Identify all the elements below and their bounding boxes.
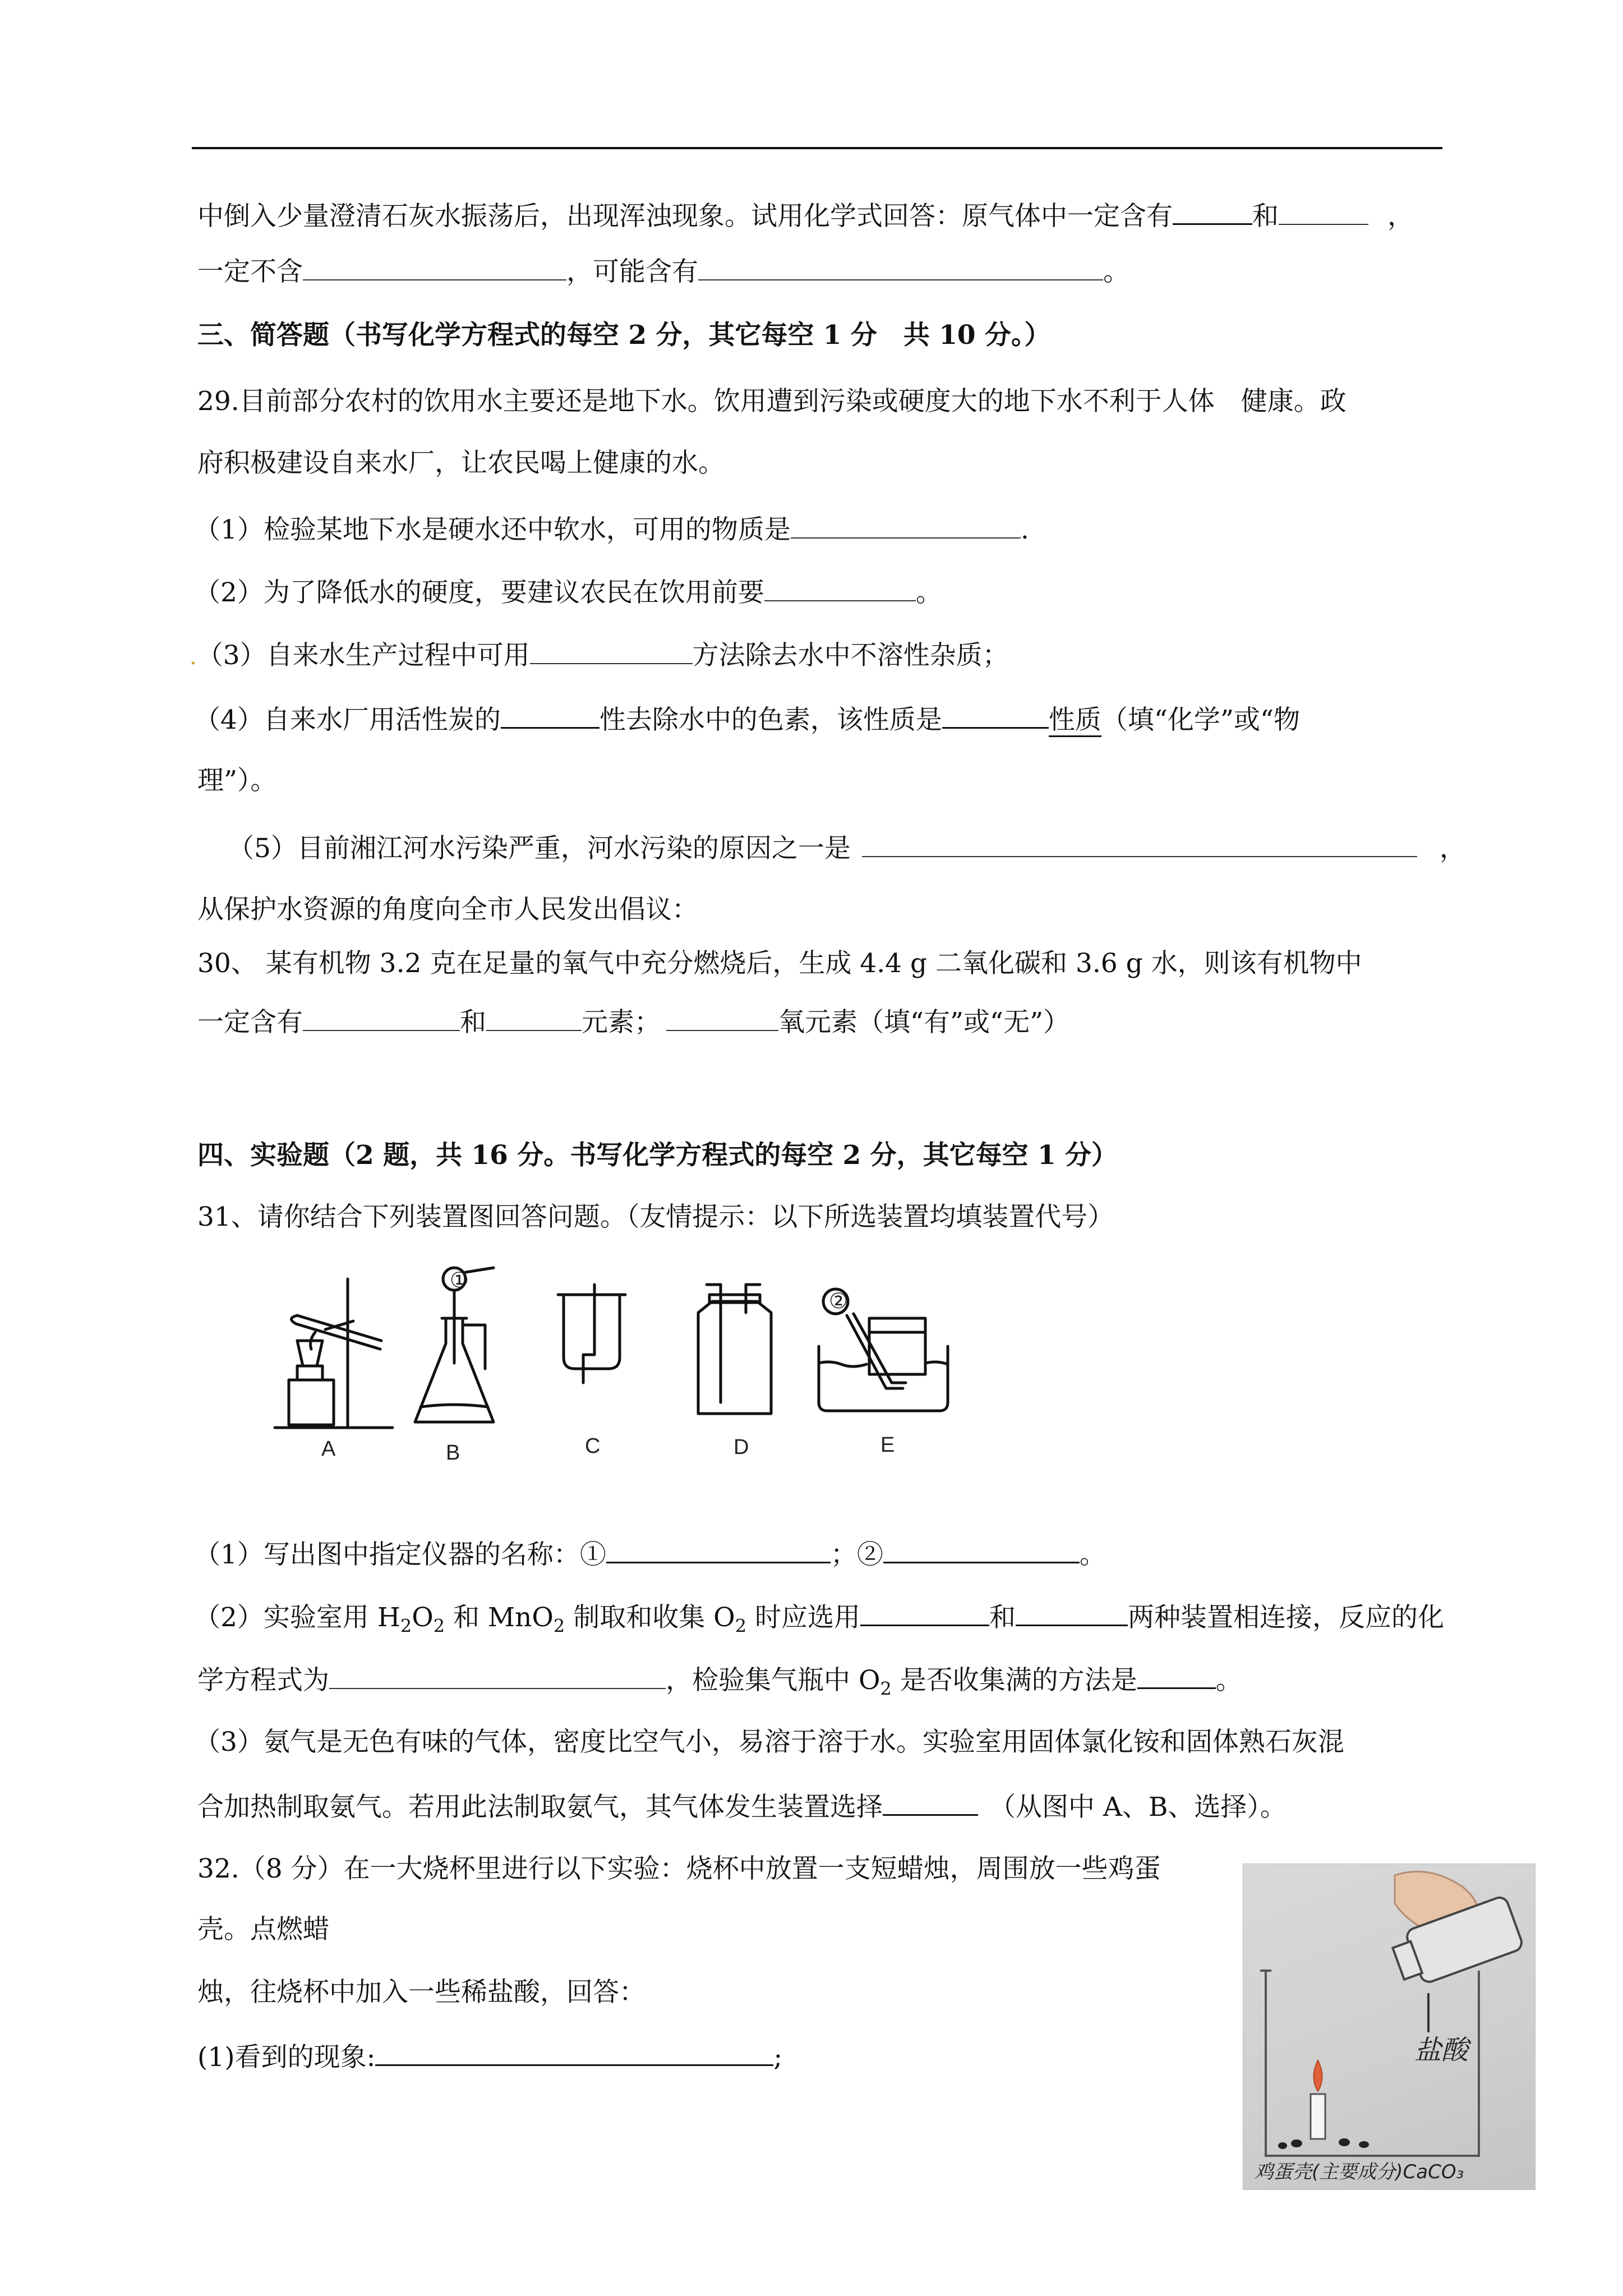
answer-blank[interactable] xyxy=(501,701,600,729)
answer-blank[interactable] xyxy=(1137,1662,1216,1689)
apparatus-a-drawing xyxy=(275,1279,393,1428)
beaker-experiment-photo xyxy=(1243,1864,1536,2190)
answer-blank[interactable] xyxy=(883,1788,978,1816)
apparatus-d-drawing xyxy=(698,1285,771,1414)
q32-line-1: 32.（8 分）在一大烧杯里进行以下实验：烧杯中放置一支短蜡烛，周围放一些鸡蛋 xyxy=(197,1853,1161,1884)
answer-blank[interactable] xyxy=(791,512,1021,539)
answer-blank[interactable] xyxy=(1279,198,1368,225)
continuation-line-1: 中倒入少量澄清石灰水振荡后，出现浑浊现象。试用化学式回答：原气体中一定含有 和 ， xyxy=(197,197,1414,233)
apparatus-label-d: D xyxy=(734,1435,749,1459)
apparatus-label-b: B xyxy=(446,1441,460,1464)
marker-2: ② xyxy=(829,1290,849,1313)
q30-line-2: 一定含有 和 元素； 氧元素（填“有”或“无”） xyxy=(197,1004,1069,1039)
q29-sub-3: .（3）自来水生产过程中可用 方法除去水中不溶性杂质； xyxy=(190,637,1009,674)
flame-drawing xyxy=(1314,2060,1322,2091)
q29-sub-5: （5）目前湘江河水污染严重，河水污染的原因之一是 ， xyxy=(228,830,1466,866)
answer-blank[interactable] xyxy=(942,701,1049,729)
q32-sub-1: (1)看到的现象: ; xyxy=(197,2039,782,2074)
answer-blank[interactable] xyxy=(862,830,1417,857)
acid-label: 盐酸 xyxy=(1414,2035,1469,2066)
q29-line-1: 29.目前部分农村的饮用水主要还是地下水。饮用遭到污染或硬度大的地下水不利于人体 健康。政 xyxy=(197,386,1347,417)
q31-sub-3: （3）氨气是无色有味的气体，密度比空气小，易溶于溶于水。实验室用固体氯化铵和固体熟石灰混 xyxy=(194,1727,1344,1757)
q32-line-2: 壳。点燃蜡 xyxy=(197,1914,329,1945)
answer-blank[interactable] xyxy=(1173,197,1252,225)
answer-blank[interactable] xyxy=(764,574,916,601)
section-3-heading: 三、简答题（书写化学方程式的每空 2 分，其它每空 1 分 共 10 分。） xyxy=(197,320,1051,351)
q31-sub-1: （1）写出图中指定仪器的名称：① ；② 。 xyxy=(194,1536,1106,1572)
q31-line-1: 31、请你结合下列装置图回答问题。（友情提示：以下所选装置均填装置代号） xyxy=(197,1202,1114,1232)
apparatus-label-e: E xyxy=(880,1433,895,1457)
section-4-heading: 四、实验题（2 题，共 16 分。书写化学方程式的每空 2 分，其它每空 1 分） xyxy=(197,1140,1118,1171)
q31-sub-2-cont: 学方程式为 ，检验集气瓶中 $O_2$ 是否收集满的方法是 。 xyxy=(197,1662,1242,1705)
answer-blank[interactable] xyxy=(303,1004,460,1031)
marker-1: ① xyxy=(450,1269,469,1292)
q29-sub-1: （1）检验某地下水是硬水还中软水，可用的物质是 . xyxy=(194,512,1029,547)
answer-blank[interactable] xyxy=(486,1004,582,1031)
answer-blank[interactable] xyxy=(666,1004,778,1031)
q31-sub-3-cont: 合加热制取氨气。若用此法制取氨气，其气体发生装置选择 （从图中 A、B、选择）。 xyxy=(197,1788,1287,1824)
q29-sub-5-cont: 从保护水资源的角度向全市人民发出倡议： xyxy=(197,894,698,925)
apparatus-label-a: A xyxy=(321,1437,336,1461)
q29-sub-4-cont: 理”）。 xyxy=(197,765,277,796)
continuation-line-2: 一定不含 ，可能含有 。 xyxy=(197,254,1129,289)
q31-sub-2: （2）实验室用 $H_2O_2$ 和 MnO$_2$ 制取和收集 $O_2$ 时应选用 和 两种装置相连接，反应的化 xyxy=(194,1599,1444,1642)
apparatus-figure xyxy=(264,1262,993,1464)
answer-blank[interactable] xyxy=(530,637,693,664)
q30-line-1: 30、 某有机物 3.2 克在足量的氧气中充分燃烧后，生成 4.4 g 二氧化碳和 3.6 g 水，则该有机物中 xyxy=(197,948,1362,979)
q29-sub-4: （4）自来水厂用活性炭的 性去除水中的色素，该性质是 性质（填“化学”或“物 xyxy=(194,701,1300,737)
answer-blank[interactable] xyxy=(860,1599,989,1626)
apparatus-label-c: C xyxy=(585,1434,601,1458)
candle-drawing xyxy=(1311,2094,1325,2139)
answer-blank[interactable] xyxy=(375,2039,773,2066)
answer-blank[interactable] xyxy=(606,1536,831,1563)
answer-blank[interactable] xyxy=(883,1536,1080,1563)
q29-sub-2: （2）为了降低水的硬度，要建议农民在饮用前要 。 xyxy=(194,574,942,610)
shell-label: 鸡蛋壳(主要成分)CaCO₃ xyxy=(1255,2161,1464,2183)
answer-blank[interactable] xyxy=(303,254,566,280)
apparatus-c-drawing xyxy=(558,1285,625,1383)
header-rule xyxy=(192,147,1442,149)
answer-blank[interactable] xyxy=(329,1662,666,1689)
answer-blank[interactable] xyxy=(698,254,1103,280)
q32-line-3: 烛，往烧杯中加入一些稀盐酸，回答： xyxy=(197,1977,645,2008)
answer-blank[interactable] xyxy=(1016,1599,1128,1626)
q29-line-2: 府积极建设自来水厂，让农民喝上健康的水。 xyxy=(197,448,725,478)
